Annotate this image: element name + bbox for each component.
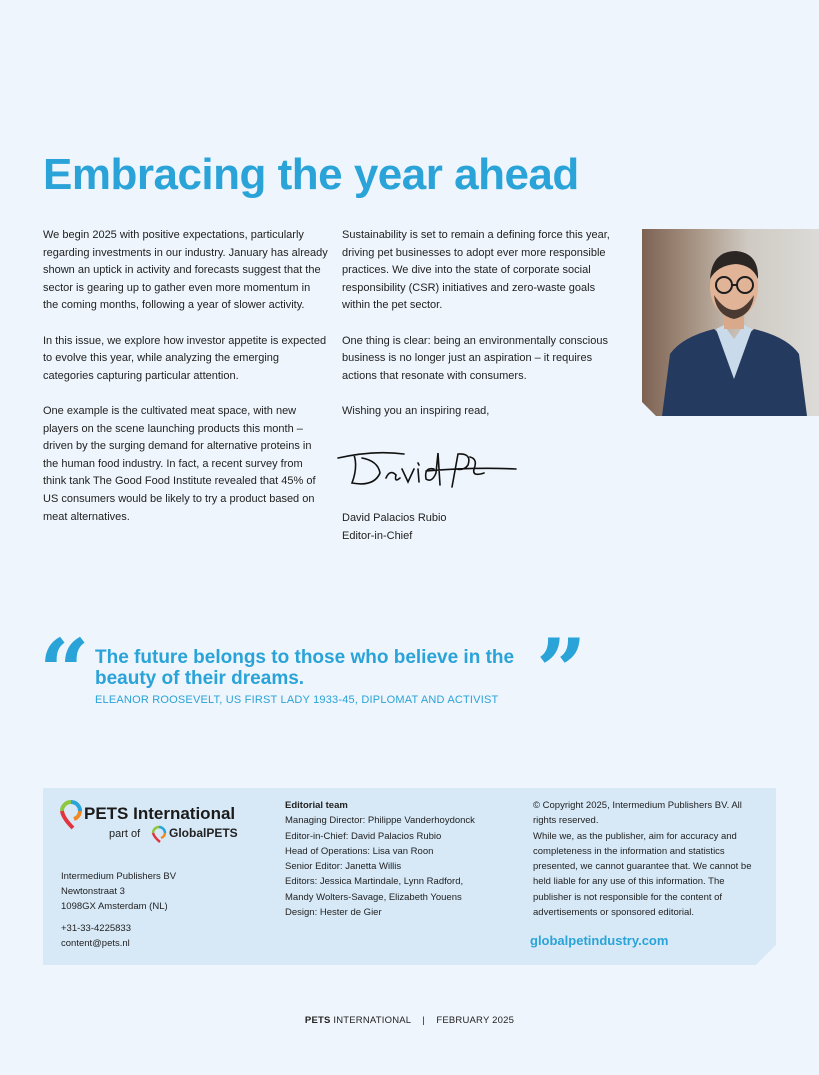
editorial-line: Head of Operations: Lisa van Roon — [285, 845, 434, 857]
signer-name: David Palacios Rubio — [342, 512, 447, 524]
pets-international-logo-icon — [59, 800, 83, 830]
quote-author: ELEANOR ROOSEVELT, US FIRST LADY 1933-45, DIPLOMAT AND ACTIVIST — [95, 694, 499, 706]
signature — [334, 445, 519, 500]
masthead-box — [43, 788, 776, 965]
editor-photo — [642, 229, 819, 416]
phone-number: +31-33-4225833 — [61, 923, 131, 934]
article-column-1 — [43, 227, 328, 544]
handwritten-signature-icon — [334, 445, 519, 495]
page-title: Embracing the year ahead — [43, 150, 579, 199]
brand-name: PETS International — [84, 804, 236, 823]
disclaimer: While we, as the publisher, aim for accuracy and completeness in the information and statistics presented, we cannot guarantee that. We cannot be held liable for any use of this information. The publisher is not responsible for the content of advertisements or sponsored editorial. — [533, 830, 752, 919]
email-address: content@pets.nl — [61, 938, 130, 949]
editorial-line: Mandy Wolters-Savage, Elizabeth Youens — [285, 891, 462, 903]
editorial-team — [285, 798, 475, 920]
editorial-line: Editor-in-Chief: David Palacios Rubio — [285, 830, 442, 842]
footer-issue: FEBRUARY 2025 — [436, 1015, 515, 1026]
editorial-line: Senior Editor: Janetta Willis — [285, 861, 402, 873]
photo-corner-cut — [642, 402, 656, 416]
paragraph: One thing is clear: being an environmentally conscious business is no longer just an aspiration – it requires actions that resonate with consumers. — [342, 334, 608, 382]
globalpets-logo-icon — [151, 825, 167, 843]
editorial-heading: Editorial team — [285, 800, 348, 811]
box-corner-cut — [756, 945, 776, 965]
publisher-contact — [61, 921, 131, 951]
paragraph: We begin 2025 with positive expectations, particularly regarding investments in our industry. January has already shown an uptick in activity and forecasts suggest that the sector is gearing up to gather even more momentum in the coming months, following a year of slower activity. — [43, 229, 328, 312]
footer-brand-rest: INTERNATIONAL — [330, 1015, 411, 1026]
paragraph: Sustainability is set to remain a defining force this year, driving pet businesses to adopt ever more responsible practices. We dive into the state of corporate social responsibility (CSR) initiatives and zero-waste goals within the pet sector. — [342, 229, 610, 312]
part-of-label: part of — [109, 828, 141, 840]
editorial-line: Design: Hester de Gier — [285, 907, 382, 919]
website-link[interactable]: globalpetindustry.com — [530, 933, 669, 948]
closing-line: Wishing you an inspiring read, — [342, 404, 490, 417]
signer — [342, 509, 447, 545]
publisher-address — [61, 869, 176, 914]
paragraph: One example is the cultivated meat space, with new players on the scene launching products this month – driven by the surging demand for alternative proteins in the human food industry. In fact, a recent survey from think tank The Good Food Institute revealed that 45% of US consumers would be likely to try a product based on meat alternatives. — [43, 404, 316, 523]
address-line: Newtonstraat 3 — [61, 886, 125, 897]
open-quote-icon: “ — [39, 619, 90, 723]
editorial-line: Editors: Jessica Martindale, Lynn Radford, — [285, 876, 464, 888]
quote-text: The future belongs to those who believe in the beauty of their dreams. — [95, 647, 515, 689]
address-line: Intermedium Publishers BV — [61, 871, 177, 882]
address-line: 1098GX Amsterdam (NL) — [61, 901, 168, 912]
copyright: © Copyright 2025, Intermedium Publishers BV. All rights reserved. — [533, 800, 742, 827]
footer-brand-bold: PETS — [304, 1015, 331, 1026]
article-column-2 — [342, 227, 622, 438]
paragraph: In this issue, we explore how investor appetite is expected to evolve this year, while analyzing the emerging categories capturing particular attention. — [43, 334, 327, 382]
parent-brand: GlobalPETS — [169, 826, 238, 840]
editorial-line: Managing Director: Philippe Vanderhoydonck — [285, 815, 475, 827]
legal-notice — [533, 798, 763, 920]
signer-role: Editor-in-Chief — [342, 530, 413, 542]
portrait-illustration — [642, 229, 819, 416]
close-quote-icon: ” — [536, 619, 587, 723]
footer-separator: | — [422, 1015, 425, 1026]
page-footer — [0, 1015, 819, 1026]
